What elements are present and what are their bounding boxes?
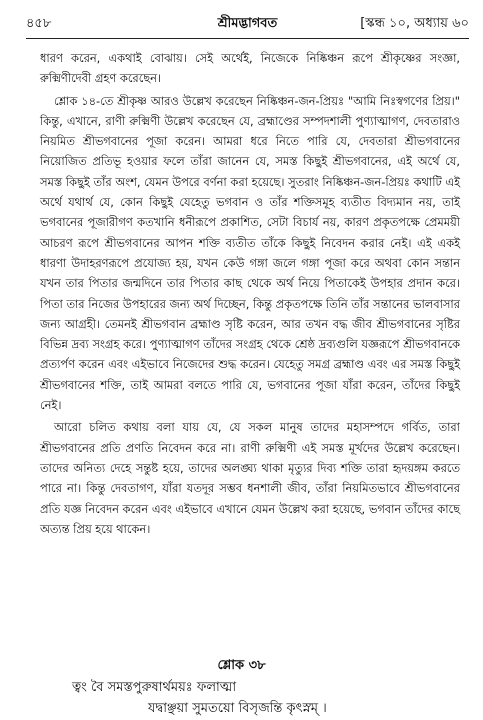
header-rule (26, 38, 469, 39)
chapter-reference: [স্কন্ধ ১০, অধ্যায় ৬০ (360, 16, 469, 31)
page-body (40, 48, 460, 539)
verse-line: ত্বং বৈ সমস্তপুরুষার্থময়ঃ ফলাত্মা (72, 680, 237, 695)
paragraph: আরো চলিত কথায় বলা যায় যে, যে সকল মানুষ তাদের মহাসম্পদে গর্বিত, তারা শ্রীভগবানের প্রতি প্রণতি নিবেদন করে না। রাণী রুক্মিণী এই সমস্ত মূর্খদের উল্লেখ করেছেন। তাদের অনিত্য দেহে সন্তুষ্ট হয়ে, তাদের অলঙ্ঘ্য থাকা মৃত্যুর দিব্য শক্তি তারা হৃদয়ঙ্গম করতে পারে না। কিন্তু দেবতাগণ, যাঁরা যতদূর সম্ভব ধনশালী জীব, তাঁরা নিয়মিতভাবে শ্রীভগবানের প্রতি যজ্ঞ নিবেদন করেন এবং এইভাবে এখানে যেমন উল্লেখ করা হয়েছে, ভগবান তাঁদের কাছে অত্যন্ত প্রিয় হয়ে থাকেন। (40, 420, 461, 536)
verse-heading: শ্লোক ৩৮ (217, 658, 266, 673)
paragraph: ধারণ করেন, একথাই বোঝায়। সেই অর্থেই, নিজেকে নিষ্কিঞ্চন রূপে শ্রীকৃষ্ণের সংজ্ঞা, রুক্মিণীদেবী গ্রহণ করেছেন। (40, 51, 460, 86)
paragraph: শ্লোক ১৪-তে শ্রীকৃষ্ণ আরও উল্লেখ করেছেন নিষ্কিঞ্চন-জন-প্রিয়ঃ "আমি নিঃস্বগণের প্রিয়।" কিন্তু, এখানে, রাণী রুক্মিণী উল্লেখ করেছেন যে, ব্রহ্মাণ্ডের সম্পদশালী পুণ্যাত্মাগণ, দেবতারাও নিয়মিত শ্রীভগবানের পূজা করেন। আমরা ধরে নিতে পারি যে, দেবতারা শ্রীভগবানের নিয়োজিত প্রতিভূ হওয়ার ফলে তাঁরা জানেন যে, সমস্ত কিছুই শ্রীভগবানের, এই অর্থে যে, সমস্ত কিছুই তাঁর অংশ, যেমন উপরে বর্ণনা করা হয়েছে। সুতরাং নিষ্কিঞ্চন-জন-প্রিয়ঃ কথাটি এই অর্থে যথার্থ যে, কোন কিছুই যেহেতু ভগবান ও তাঁর শক্তিসমূহ ব্যতীত বিদ্যমান নয়, তাই ভগবানের পূজারীগণ কতখানি ধনীরূপে প্রকাশিত, সেটা বিচার্য নয়, কারণ প্রকৃতপক্ষে প্রেমময়ী আচরণ রূপে শ্রীভগবানের আপন শক্তি ব্যতীত তাঁকে কিছুই নিবেদন করার নেই। এই একই ধারণা উদাহরণরূপে প্রযোজ্য হয়, যখন কেউ গঙ্গা জলে গঙ্গা পূজা করে অথবা কোন সন্তান যখন তার পিতার জন্মদিনে তার পিতার কাছ থেকে অর্থ নিয়ে পিতাকেই উপহার প্রদান করে। পিতা তার নিজের উপহারের জন্য অর্থ দিচ্ছেন, কিন্তু প্রকৃতপক্ষে তিনি তাঁর সন্তানের ভালবাসার জন্য আগ্রহী। তেমনই শ্রীভগবান ব্রহ্মাণ্ড সৃষ্টি করেন, আর তখন বদ্ধ জীব শ্রীভগবানের সৃষ্টির বিভিন্ন দ্রব্য সংগ্রহ করে। পুণ্যাত্মাগণ তাঁদের সংগ্রহ থেকে শ্রেষ্ঠ দ্রব্যগুলি যজ্ঞরূপে শ্রীভগবানকে প্রত্যর্পণ করেন এবং এইভাবে নিজেদের শুদ্ধ করেন। যেহেতু সমগ্র ব্রহ্মাণ্ড এবং এর সমস্ত কিছুই শ্রীভগবানের শক্তি, তাই আমরা বলতে পারি যে, ভগবানের পূজা যাঁরা করেন, তাঁদের কিছুই নেই। (40, 93, 460, 413)
page-number: ৪৫৮ (26, 16, 52, 31)
page-header (26, 14, 469, 34)
running-title: শ্রীমদ্ভাগবত (217, 16, 278, 31)
verse-line: যদ্বাঞ্ছয়া সুমতয়ো বিসৃজন্তি কৃৎস্নম্ । (148, 701, 327, 716)
